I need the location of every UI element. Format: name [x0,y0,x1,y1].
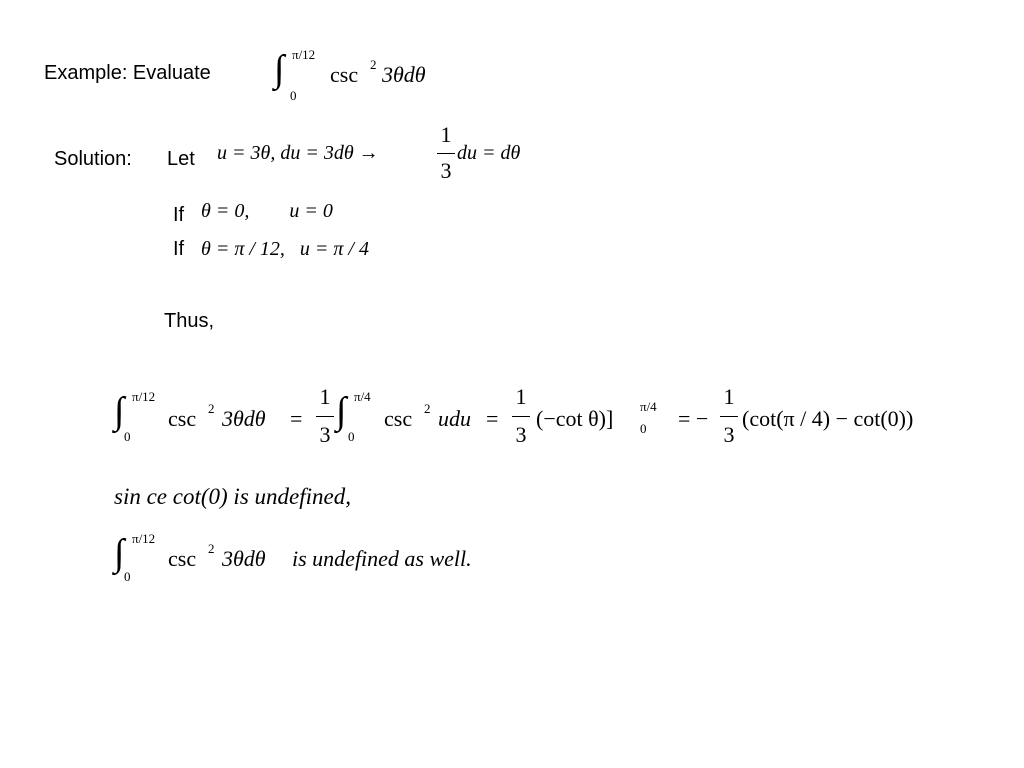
udu: udu [438,406,471,431]
csc-func: csc [330,62,359,87]
integrand: 3θdθ [382,62,426,87]
let-expr: u = 3θ, du = 3dθ → [217,142,379,164]
frac3-denominator: 3 [723,422,735,447]
final-statement [112,528,572,590]
fraction-bar-1 [316,416,334,417]
csc-func-1: csc [168,406,197,431]
exponent-1: 2 [208,401,215,416]
if2-expression: θ = π / 12, u = π / 4 [201,238,369,260]
du-eq-dtheta: du = dθ [457,142,521,164]
csc-func-2: csc [384,406,413,431]
frac-denominator: 3 [440,158,452,183]
frac1-numerator: 1 [319,384,331,409]
if1-expression: θ = 0, u = 0 [201,200,333,222]
lower-limit-2: 0 [348,429,355,444]
csc-func-final: csc [168,546,197,571]
since-line: sin ce cot(0) is undefined, [114,484,351,509]
upper-limit-2: π/4 [354,389,371,404]
minus-cot-bracket: (−cot θ)] [536,406,614,431]
fraction-bar-2 [512,416,530,417]
frac1-denominator: 3 [319,422,331,447]
exponent-final: 2 [208,541,215,556]
integrand-1: 3θdθ [222,406,266,431]
equals-1: = [290,406,303,431]
example-integral [272,44,472,106]
integral-sign-final: ∫ [114,532,125,574]
integral-sign: ∫ [274,48,285,90]
upper-limit-3: π/4 [640,399,657,414]
undefined-statement: is undefined as well. [292,546,472,571]
let-label: Let [167,148,195,170]
frac2-denominator: 3 [515,422,527,447]
lower-limit-1: 0 [124,429,131,444]
main-equation [112,380,992,452]
fraction-bar [437,153,455,154]
lower-limit-final: 0 [124,569,131,584]
integral-sign-1: ∫ [114,390,125,432]
exponent-2: 2 [424,401,431,416]
upper-limit-final: π/12 [132,531,156,546]
equals-minus: = − [678,406,709,431]
substitution-expression [215,124,555,186]
cot-difference: (cot(π / 4) − cot(0)) [742,406,914,431]
if-label-2: If [173,238,185,260]
frac-numerator: 1 [440,122,452,147]
solution-label: Solution: [54,148,132,170]
equals-2: = [486,406,499,431]
exponent: 2 [370,57,377,72]
frac2-numerator: 1 [515,384,527,409]
upper-limit-1: π/12 [132,389,156,404]
frac3-numerator: 1 [723,384,735,409]
upper-limit: π/12 [292,47,316,62]
thus-label: Thus, [164,310,215,332]
integral-sign-2: ∫ [336,390,347,432]
example-label: Example: Evaluate [44,62,211,84]
lower-limit-3: 0 [640,421,647,436]
if-label-1: If [173,204,185,226]
integrand-final: 3θdθ [222,546,266,571]
fraction-bar-3 [720,416,738,417]
lower-limit: 0 [290,88,297,103]
